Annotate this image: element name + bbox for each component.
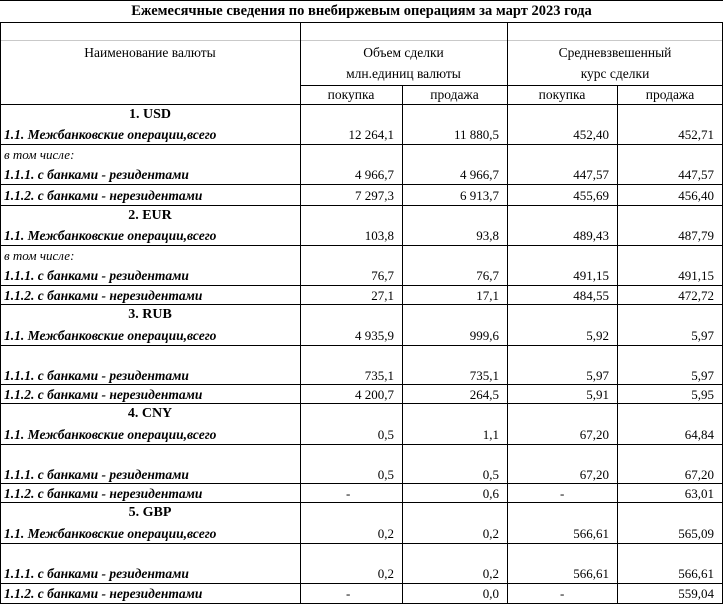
header-volume-buy: покупка (327, 87, 375, 102)
currency-section-title: 5. GBP (128, 505, 172, 520)
cell-residents-rate-sell: 447,57 (678, 167, 714, 182)
section-vline-volume-mid (402, 404, 403, 503)
row-label-nonresidents: 1.1.2. с банками - нерезидентами (4, 288, 203, 303)
row-label-including (0, 346, 300, 366)
section-vline-rate (507, 105, 508, 206)
currency-section-title: 1. USD (128, 107, 171, 122)
document-title: Ежемесячные сведения по внебиржевым операциям за март 2023 года (131, 3, 592, 19)
cell-residents-volume-sell: 4 966,7 (460, 167, 499, 182)
section-vline-left (0, 105, 1, 206)
header-rate-line1: Средневзвешенный (558, 45, 672, 60)
cell-nonresidents-volume-buy: - (346, 486, 351, 501)
header-vline-rate (507, 22, 508, 105)
row-label-including: в том числе: (4, 248, 75, 263)
cell-total-rate-buy: 67,20 (579, 427, 609, 442)
header-vline-left (0, 22, 1, 105)
cell-residents-rate-buy: 5,97 (586, 368, 609, 383)
row-label-residents: 1.1.1. с банками - резидентами (4, 368, 189, 383)
header-vline-name (300, 22, 301, 105)
cell-residents-rate-sell: 566,61 (678, 566, 714, 581)
section-vline-rate (507, 305, 508, 404)
cell-nonresidents-rate-buy: 484,55 (573, 288, 609, 303)
cell-residents-volume-sell: 735,1 (469, 368, 499, 383)
cell-nonresidents-volume-sell: 0,6 (482, 486, 499, 501)
cell-total-rate-buy: 452,40 (573, 127, 609, 142)
cell-residents-rate-buy: 566,61 (573, 566, 609, 581)
cell-total-rate-buy: 5,92 (586, 328, 609, 343)
section-vline-name (300, 503, 301, 604)
title-underline (0, 22, 723, 23)
cell-residents-rate-buy: 67,20 (579, 467, 609, 482)
cell-nonresidents-volume-buy: 27,1 (371, 288, 394, 303)
cell-residents-volume-buy: 0,2 (377, 566, 394, 581)
table-top-border (0, 0, 723, 1)
cell-total-volume-buy: 12 264,1 (348, 127, 394, 142)
cell-total-volume-sell: 11 880,5 (453, 127, 499, 142)
header-volume-sell: продажа (430, 87, 479, 102)
cell-total-volume-buy: 103,8 (364, 228, 394, 243)
cell-nonresidents-rate-buy: 5,91 (586, 387, 609, 402)
row-label-nonresidents: 1.1.2. с банками - нерезидентами (4, 387, 203, 402)
cell-nonresidents-rate-buy: 455,69 (573, 188, 609, 203)
cell-nonresidents-volume-buy: - (346, 586, 351, 601)
cell-total-rate-buy: 489,43 (573, 228, 609, 243)
header-currency-name: Наименование валюты (84, 45, 216, 60)
section-vline-rate (507, 206, 508, 305)
row-label-including: в том числе: (4, 147, 75, 162)
row-label-total: 1.1. Межбанковские операции,всего (4, 526, 217, 541)
row-label-nonresidents: 1.1.2. с банками - нерезидентами (4, 188, 203, 203)
header-rate-buy: покупка (538, 87, 586, 102)
cell-total-rate-sell: 452,71 (678, 127, 714, 142)
section-vline-rate (507, 404, 508, 503)
section-vline-volume-mid (402, 305, 403, 404)
row-label-residents: 1.1.1. с банками - резидентами (4, 167, 189, 182)
row-label-residents: 1.1.1. с банками - резидентами (4, 566, 189, 581)
cell-nonresidents-volume-sell: 17,1 (476, 288, 499, 303)
row-label-nonresidents: 1.1.2. с банками - нерезидентами (4, 486, 203, 501)
cell-total-volume-sell: 93,8 (476, 228, 499, 243)
cell-total-volume-sell: 999,6 (469, 328, 499, 343)
section-vline-left (0, 404, 1, 503)
cell-total-volume-buy: 4 935,9 (355, 328, 394, 343)
header-volume-line1: Объем сделки (363, 45, 444, 60)
cell-total-rate-sell: 5,97 (691, 328, 714, 343)
row-label-total: 1.1. Межбанковские операции,всего (4, 127, 217, 142)
row-label-total: 1.1. Межбанковские операции,всего (4, 427, 217, 442)
section-vline-rate-mid (617, 404, 618, 503)
cell-nonresidents-volume-sell: 264,5 (469, 387, 499, 402)
cell-residents-volume-buy: 76,7 (371, 268, 394, 283)
cell-residents-volume-buy: 4 966,7 (355, 167, 394, 182)
cell-residents-rate-buy: 491,15 (573, 268, 609, 283)
cell-residents-rate-buy: 447,57 (573, 167, 609, 182)
title-gridline (0, 40, 723, 41)
cell-total-volume-sell: 0,2 (482, 526, 499, 541)
section-vline-rate-mid (617, 206, 618, 305)
cell-residents-rate-sell: 67,20 (684, 467, 714, 482)
row-label-total: 1.1. Межбанковские операции,всего (4, 328, 217, 343)
section-vline-name (300, 105, 301, 206)
section-vline-volume-mid (402, 105, 403, 206)
currency-section-title: 3. RUB (128, 307, 172, 322)
cell-residents-rate-sell: 491,15 (678, 268, 714, 283)
cell-nonresidents-rate-buy: - (560, 586, 565, 601)
cell-nonresidents-volume-buy: 4 200,7 (355, 387, 394, 402)
cell-total-rate-sell: 64,84 (684, 427, 714, 442)
row-label-including (0, 445, 300, 465)
cell-residents-volume-buy: 0,5 (377, 467, 394, 482)
header-vline-volume-mid (402, 85, 403, 105)
section-vline-rate-mid (617, 105, 618, 206)
cell-nonresidents-rate-sell: 559,04 (678, 586, 714, 601)
cell-total-rate-sell: 565,09 (678, 526, 714, 541)
section-vline-rate-mid (617, 305, 618, 404)
row-label-nonresidents: 1.1.2. с банками - нерезидентами (4, 586, 203, 601)
cell-total-volume-sell: 1,1 (482, 427, 499, 442)
cell-residents-rate-sell: 5,97 (691, 368, 714, 383)
cell-total-rate-buy: 566,61 (573, 526, 609, 541)
header-rate-sell: продажа (645, 87, 695, 102)
row-label-residents: 1.1.1. с банками - резидентами (4, 467, 189, 482)
cell-residents-volume-buy: 735,1 (364, 368, 394, 383)
cell-residents-volume-sell: 0,2 (482, 566, 499, 581)
header-volume-line2: млн.единиц валюты (346, 66, 461, 81)
row-label-residents: 1.1.1. с банками - резидентами (4, 268, 189, 283)
section-vline-volume-mid (402, 503, 403, 604)
section-bottom-border (0, 603, 723, 604)
currency-section-title: 4. CNY (127, 406, 173, 421)
cell-nonresidents-rate-sell: 472,72 (678, 288, 714, 303)
section-vline-name (300, 305, 301, 404)
section-vline-rate (507, 503, 508, 604)
cell-nonresidents-rate-sell: 5,95 (691, 387, 714, 402)
cell-nonresidents-rate-buy: - (560, 486, 565, 501)
cell-nonresidents-rate-sell: 63,01 (684, 486, 714, 501)
section-vline-left (0, 503, 1, 604)
section-vline-name (300, 206, 301, 305)
header-vline-rate-mid (617, 85, 618, 105)
header-rate-line2: курс сделки (580, 66, 650, 81)
cell-residents-volume-sell: 0,5 (482, 467, 499, 482)
cell-residents-volume-sell: 76,7 (476, 268, 499, 283)
cell-total-rate-sell: 487,79 (678, 228, 714, 243)
cell-nonresidents-volume-buy: 7 297,3 (355, 188, 394, 203)
cell-nonresidents-volume-sell: 6 913,7 (460, 188, 499, 203)
section-vline-volume-mid (402, 206, 403, 305)
row-label-total: 1.1. Межбанковские операции,всего (4, 228, 217, 243)
cell-total-volume-buy: 0,5 (377, 427, 394, 442)
section-vline-name (300, 404, 301, 503)
currency-section-title: 2. EUR (128, 208, 172, 223)
cell-total-volume-buy: 0,2 (377, 526, 394, 541)
row-label-including (0, 544, 300, 564)
cell-nonresidents-rate-sell: 456,40 (678, 188, 714, 203)
section-vline-left (0, 305, 1, 404)
cell-nonresidents-volume-sell: 0,0 (482, 586, 499, 601)
section-vline-left (0, 206, 1, 305)
section-vline-rate-mid (617, 503, 618, 604)
